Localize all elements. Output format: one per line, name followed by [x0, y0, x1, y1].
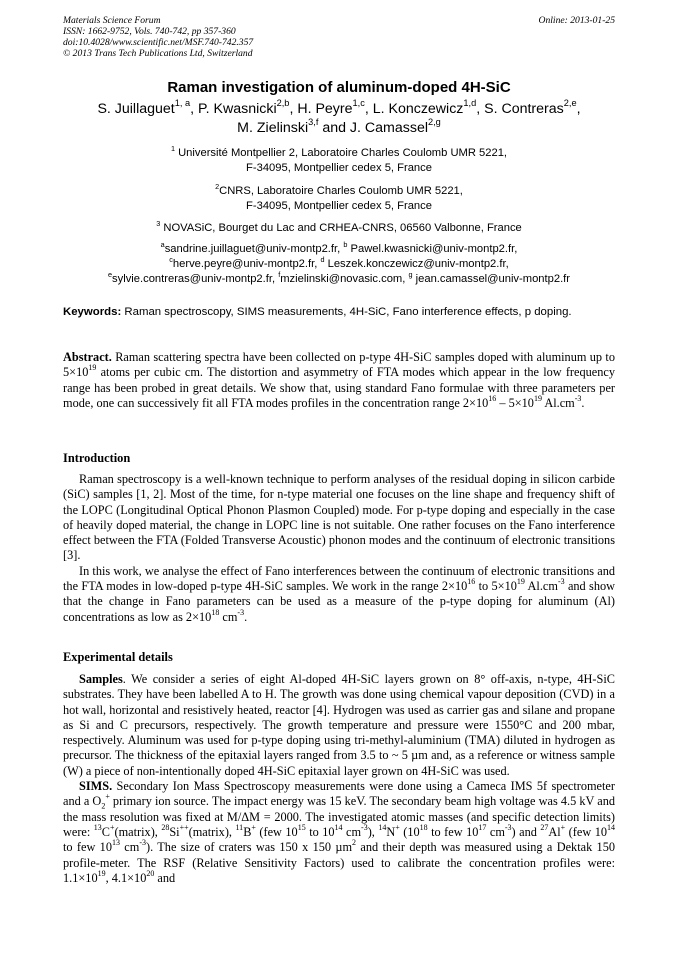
online-date: Online: 2013-01-25: [538, 15, 615, 26]
issn-line: ISSN: 1662-9752, Vols. 740-742, pp 357-360: [63, 26, 236, 37]
author-affil-mark: 2,e: [563, 98, 577, 109]
keywords: [63, 305, 615, 320]
journal-name: Materials Science Forum: [63, 15, 161, 26]
affil-number: 3: [156, 218, 161, 228]
introduction-body: [63, 472, 615, 625]
paragraph: Raman spectroscopy is a well-known technique to perform analyses of the residual doping in silicon carbide (SiC) samples [1, 2]. Most of the time, for n-type material one focuses on the line shape and frequency shift of the LOPC (Longitudinal Optical Phonon Plasmon Coupled) mode. For p-type doping and especially in the case of heavily doped material, the change in LOPC line is not suitable. One rather focuses on the Fano interference effect between the FTA (Folded Transverse Acoustic) phonon modes and the continuum of electronic transitions [3].: [63, 472, 615, 563]
affil-line: F-34095, Montpellier cedex 5, France: [246, 200, 432, 212]
paragraph: Samples. We consider a series of eight Al-doped 4H-SiC layers grown on 8° off-axis, n-type, 4H-SiC substrates. They have been labelled A to H. The growth was done using chemical vapour deposition (CVD) in a hot wall, horizontal and resistively heated, reactor [4]. Hydrogen was used as carrier gas and silane and propane as Si and C precursors, respectively. The growth temperature and pressure were 1550°C and 200 mbar, respectively. Aluminum was used for p-type doping using tri-methyl-aluminium (TMA) diluted in hydrogen as precursor. The thickness of the epitaxial layers ranged from 3.5 to ~ 5 µm and, as a reference or witness sample (W) a piece of non-intentionally doped 4H-SiC epitaxial layer grown on 4H-SiC was used.: [63, 672, 615, 778]
author-name: and J. Camassel: [318, 120, 428, 136]
email-link[interactable]: Leszek.konczewicz@univ-montp2.fr,: [324, 258, 509, 270]
affiliation-3: [40, 218, 638, 236]
author-name: , H. Peyre: [289, 101, 353, 117]
affil-line: CNRS, Laboratoire Charles Coulomb UMR 5221,: [219, 185, 463, 197]
author-name: , P. Kwasnicki: [190, 101, 277, 117]
author-name: , S. Contreras: [476, 101, 564, 117]
experimental-heading: Experimental details: [63, 650, 173, 664]
author-list: S. Juillaguet$^{1, a}$, P. Kwasnicki$^{2,b}$, H. Peyre$^{1,c}$, L. Konczewicz$^{1,d}$, S. Contreras$^{2,e}$, M. Zielinski$^{3,f}$ and J. Camassel$^{2,g}$: [97, 98, 581, 136]
affiliation-2: [40, 181, 638, 214]
affil-line: F-34095, Montpellier cedex 5, France: [246, 162, 432, 174]
doi-line: doi:10.4028/www.scientific.net/MSF.740-742.357: [63, 37, 254, 48]
email-link[interactable]: sylvie.contreras@univ-montp2.fr,: [112, 273, 279, 285]
email-link[interactable]: sandrine.juillaguet@univ-montp2.fr,: [164, 243, 344, 255]
author-affil-mark: 1, a: [174, 98, 191, 109]
abstract-label: Abstract.: [63, 350, 112, 364]
paragraph: SIMS. Secondary Ion Mass Spectroscopy measurements were done using a Cameca IMS 5f spectrometer and a $O_2^+$ primary ion source. The impact energy was 15 keV. The secondary beam high voltage was 4.5 kV and the mass resolution was fixed at M/ΔM = 2000. The investigated atomic masses (and specific detection limits) were: $^{13}$C+(matrix), $^{28}$Si++(matrix), $^{11}$B+ (few $10^{15}$ to $10^{14}$ $cm^{-3}$), $^{14}$N+ ($10^{18}$ to few $10^{17}$ $cm^{-3}$) and $^{27}$Al+ (few $10^{14}$ to few $10^{13}$ $cm^{-3}$). The size of craters was 150 x 150 µm$^2$ and their depth was measured using a Dektak 150 profile-meter. The RSF (Relative Sensitivity Factors) used to calibrate the concentration profiles were: $1.1\times 10^{19}$, $4.1\times 10^{20}$ and: [63, 779, 615, 885]
author-name: , L. Konczewicz: [364, 101, 464, 117]
author-affil-mark: 3,f: [308, 117, 319, 128]
email-list: $^a$sandrine.juillaguet@univ-montp2.fr, $^b$ Pawel.kwasnicki@univ-montp2.fr, $^c$herve.peyre@univ-montp2.fr, $^d$ Leszek.konczewicz@univ-montp2.fr, $^e$sylvie.contreras@univ-montp2.fr, $^f$mzielinski@novasic.com, $^g$ jean.camassel@univ-montp2.fr: [107, 239, 571, 285]
introduction-heading: Introduction: [63, 451, 131, 465]
affiliation-1: [40, 143, 638, 176]
email-link[interactable]: mzielinski@novasic.com,: [280, 273, 409, 285]
samples-label: Samples: [79, 672, 123, 686]
sims-label: SIMS.: [79, 779, 113, 794]
author-affil-mark: 1,d: [463, 98, 477, 109]
journal-header: [63, 15, 253, 59]
affil-line: NOVASiC, Bourget du Lac and CRHEA-CNRS, 06560 Valbonne, France: [160, 222, 522, 234]
keywords-label: Keywords:: [63, 306, 122, 318]
affil-line: Université Montpellier 2, Laboratoire Charles Coulomb UMR 5221,: [174, 147, 508, 159]
email-link[interactable]: herve.peyre@univ-montp2.fr,: [172, 258, 321, 270]
author-name: S. Juillaguet: [97, 101, 175, 117]
keywords-text: Raman spectroscopy, SIMS measurements, 4H-SiC, Fano interference effects, p doping.: [121, 306, 572, 318]
email-link[interactable]: jean.camassel@univ-montp2.fr: [412, 273, 571, 285]
author-affil-mark: 2,b: [276, 98, 290, 109]
paper-title: Raman investigation of aluminum-doped 4H-SiC: [167, 79, 511, 96]
abstract: Abstract. Raman scattering spectra have been collected on p-type 4H-SiC samples doped with aluminum up to $5\times 10^{19}$ atoms per cubic cm. The distortion and asymmetry of FTA modes which appear in the low frequency range has been probed in great details. We show that, using standard Fano formulae with three parameters per mode, one can successively fit all FTA modes profiles in the concentration range $2\times 10^{16} - 5\times 10^{19}$ $Al.cm^{-3}$.: [63, 350, 615, 410]
affil-number: 1: [170, 143, 175, 153]
email-link[interactable]: Pawel.kwasnicki@univ-montp2.fr,: [347, 243, 518, 255]
paragraph: In this work, we analyse the effect of Fano interferences between the continuum of electronic transitions and the FTA modes in low-doped p-type 4H-SiC samples. We work in the range $2\times 10^{16}$ to $5\times 10^{19}$ $Al.cm^{-3}$ and show that the change in Fano parameters can be used as a measure of the p-type doping for aluminum (Al) concentrations as low as $2\times 10^{18}$ $cm^{-3}$.: [63, 563, 615, 624]
author-name: M. Zielinski: [237, 120, 309, 136]
copyright-line: © 2013 Trans Tech Publications Ltd, Switzerland: [63, 48, 253, 59]
author-affil-mark: 2,g: [427, 117, 441, 128]
affil-number: 2: [215, 181, 220, 191]
author-affil-mark: 1,c: [352, 98, 365, 109]
experimental-body: [63, 672, 615, 886]
